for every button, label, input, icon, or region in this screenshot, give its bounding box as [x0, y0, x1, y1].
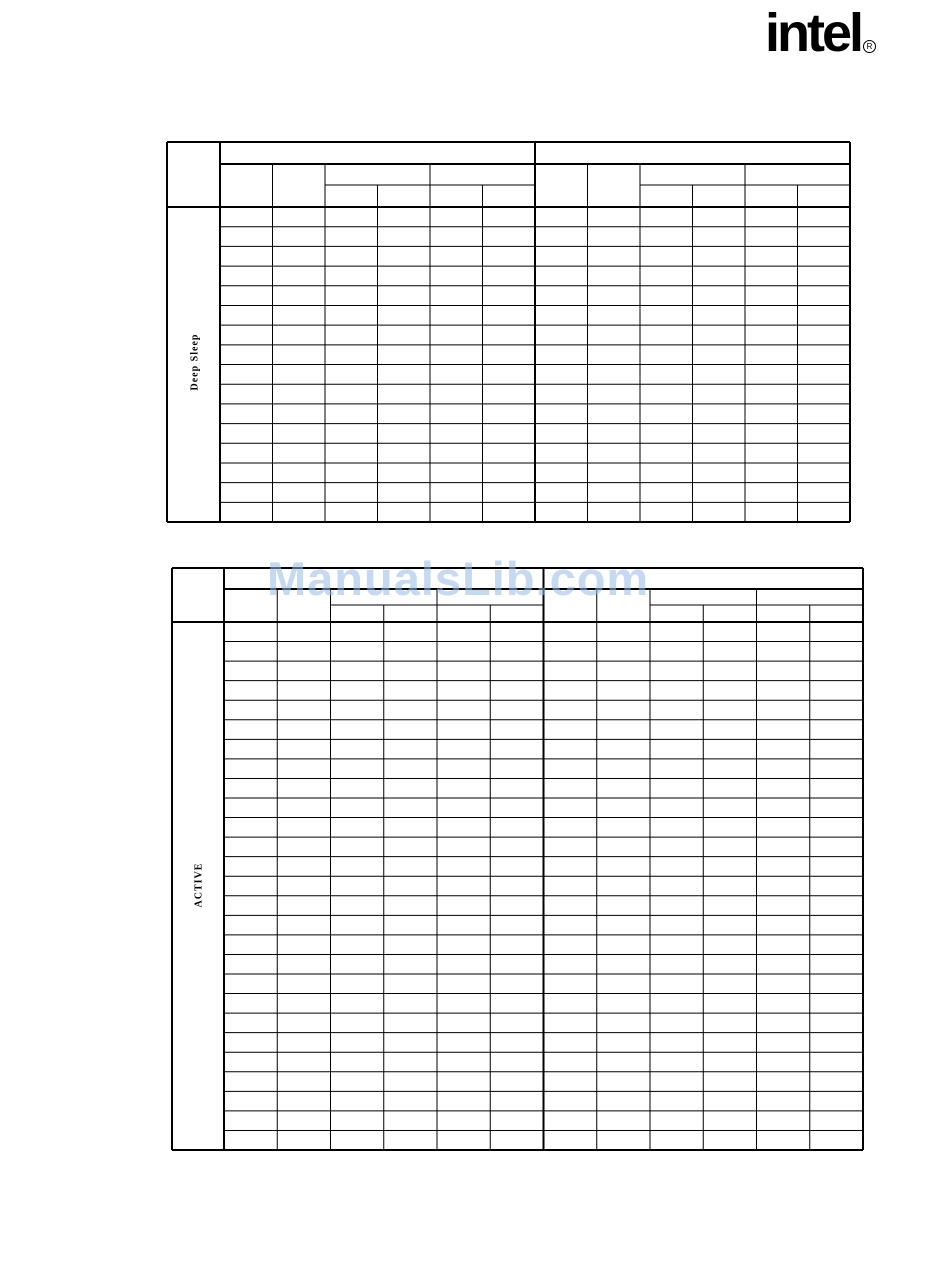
- logo-wordmark: intel: [765, 3, 862, 63]
- intel-logo: [765, 2, 880, 72]
- watermark: ManualsLib.com: [267, 552, 650, 605]
- active-table: [172, 568, 863, 1150]
- registered-mark: R: [863, 40, 876, 53]
- active-label: ACTIVE: [193, 862, 205, 908]
- active-grid: [172, 568, 863, 1150]
- deep-sleep-grid: [167, 142, 850, 522]
- deep-sleep-label: Deep Sleep: [189, 333, 201, 391]
- deep-sleep-table: [167, 142, 850, 522]
